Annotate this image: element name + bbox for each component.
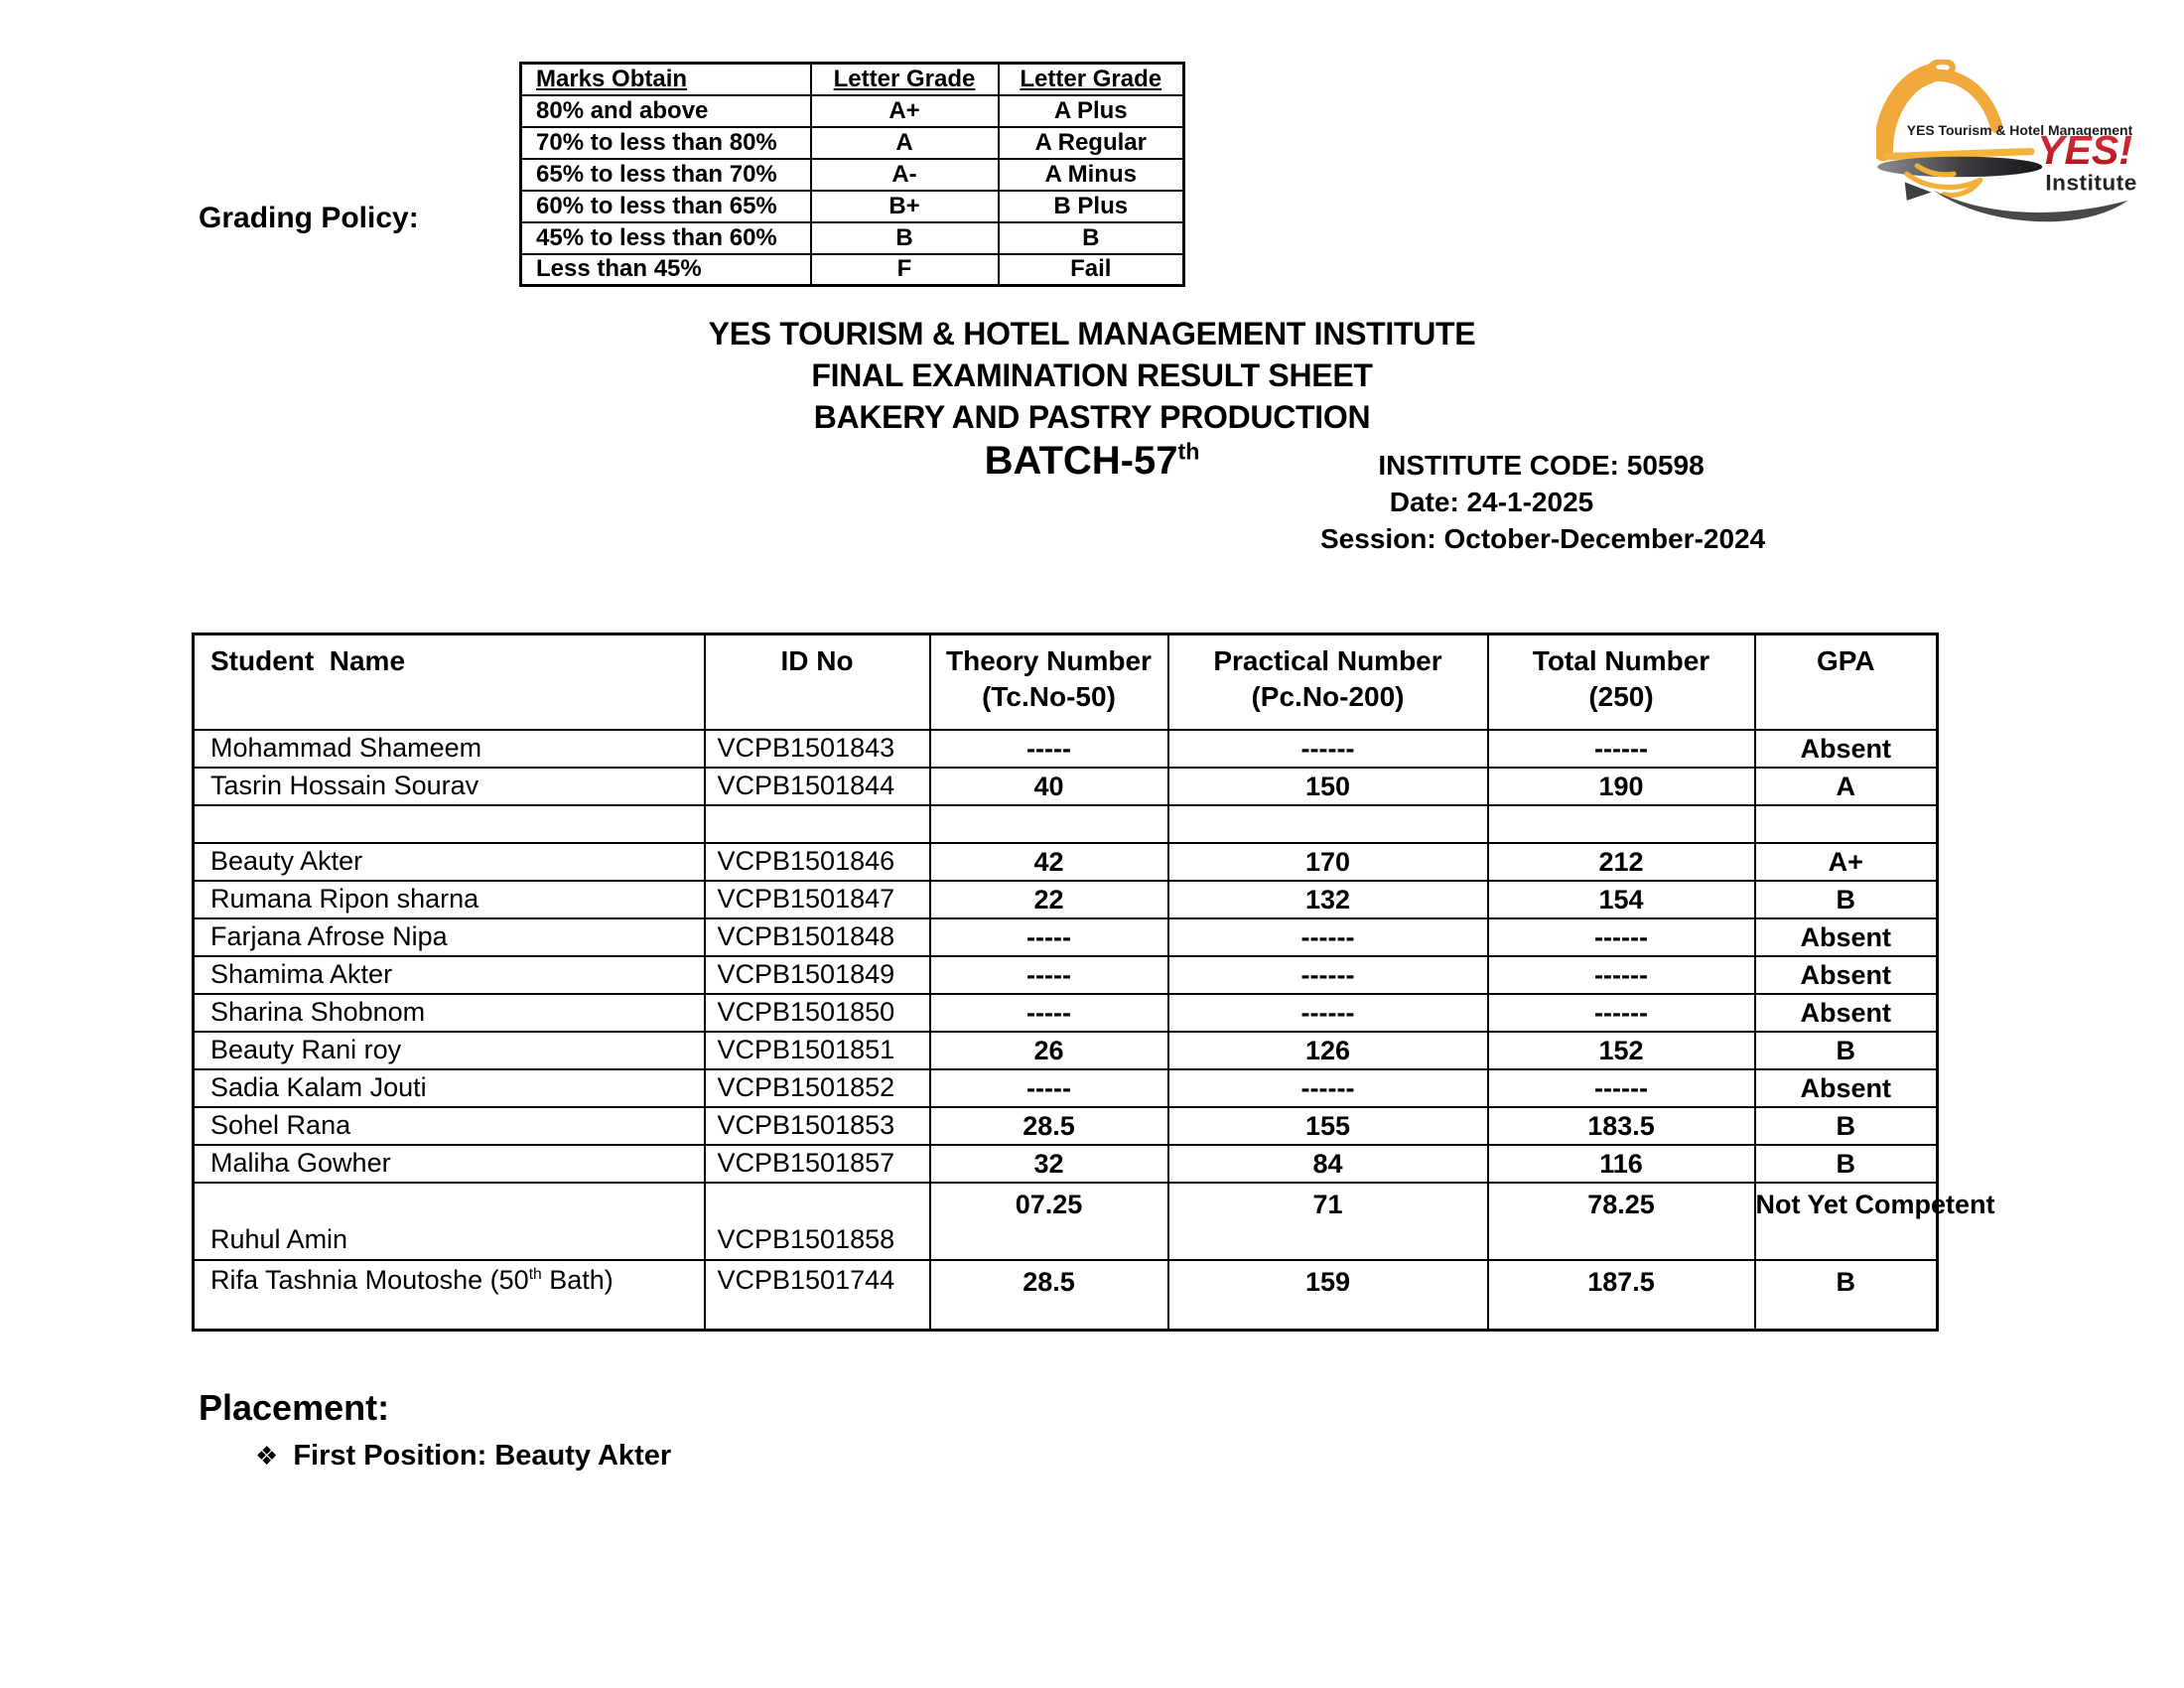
table-row [194, 1107, 1938, 1145]
grading-header-row [521, 64, 1184, 95]
practical-marks-cell: 150 [1168, 768, 1488, 805]
theory-marks-cell [930, 805, 1168, 843]
grading-letter: A [811, 127, 999, 159]
exam-date: Date: 24-1-2025 [1389, 487, 1594, 517]
table-row [194, 768, 1938, 805]
placement-section [199, 1386, 671, 1474]
batch-ordinal-sup: th [528, 1265, 542, 1283]
grading-letter: F [811, 254, 999, 286]
gpa-cell [1755, 805, 1938, 843]
cloche-dome-arc-icon [1922, 75, 1996, 127]
grading-policy-label: Grading Policy: [199, 202, 419, 234]
total-marks-cell: 154 [1488, 881, 1755, 918]
gpa-cell: B [1755, 1032, 1938, 1069]
institute-title: YES TOURISM & HOTEL MANAGEMENT INSTITUTE [708, 316, 1476, 352]
document-title-block [0, 313, 2184, 484]
grading-row [521, 191, 1184, 222]
placement-heading: Placement: [199, 1387, 390, 1428]
grading-meaning: B Plus [999, 191, 1184, 222]
gpa-cell: Absent [1755, 956, 1938, 994]
student-id-cell: VCPB1501744 [705, 1260, 930, 1331]
table-row [194, 1260, 1938, 1331]
table-row [194, 1145, 1938, 1183]
grading-letter: B [811, 222, 999, 254]
results-table [192, 633, 1995, 1332]
sheet-title: FINAL EXAMINATION RESULT SHEET [811, 357, 1373, 393]
table-row [194, 843, 1938, 881]
theory-marks-cell: ----- [930, 994, 1168, 1032]
student-id-cell: VCPB1501850 [705, 994, 930, 1032]
theory-marks-cell: 40 [930, 768, 1168, 805]
gpa-cell: A+ [1755, 843, 1938, 881]
student-id-cell: VCPB1501853 [705, 1107, 930, 1145]
practical-marks-cell: 159 [1168, 1260, 1488, 1331]
column-header-total: Total Number (250) [1488, 634, 1755, 730]
table-row [194, 730, 1938, 768]
student-id-cell: VCPB1501851 [705, 1032, 930, 1069]
student-id-cell: VCPB1501848 [705, 918, 930, 956]
table-row [194, 994, 1938, 1032]
total-marks-cell: 187.5 [1488, 1260, 1755, 1331]
plate-icon [1877, 157, 2042, 178]
gpa-cell: Absent [1755, 994, 1938, 1032]
table-row [194, 881, 1938, 918]
practical-marks-cell: 132 [1168, 881, 1488, 918]
table-row [194, 956, 1938, 994]
total-marks-cell: 212 [1488, 843, 1755, 881]
logo-sub: Institute [2045, 170, 2137, 196]
table-row [194, 1069, 1938, 1107]
gpa-cell: A [1755, 768, 1938, 805]
student-name-cell: Ruhul Amin [194, 1183, 705, 1260]
total-marks-cell: 78.25 [1488, 1183, 1755, 1260]
exam-meta-block [1320, 447, 1766, 557]
grading-row [521, 159, 1184, 191]
grading-letter: A+ [811, 95, 999, 127]
theory-marks-cell: ----- [930, 918, 1168, 956]
theory-marks-cell: 07.25 [930, 1183, 1168, 1260]
grading-row [521, 222, 1184, 254]
grading-row [521, 254, 1184, 286]
total-marks-cell: 152 [1488, 1032, 1755, 1069]
student-id-cell: VCPB1501846 [705, 843, 930, 881]
student-name-cell [194, 805, 705, 843]
theory-marks-cell: 28.5 [930, 1107, 1168, 1145]
gpa-cell: Absent [1755, 1069, 1938, 1107]
exam-session: Session: October-December-2024 [1320, 523, 1766, 554]
student-id-cell: VCPB1501849 [705, 956, 930, 994]
grading-range: 65% to less than 70% [521, 159, 811, 191]
column-header-student-name: Student Name [194, 634, 705, 730]
grading-row [521, 95, 1184, 127]
diamond-bullet-icon: ❖ [255, 1441, 279, 1471]
grading-meaning: Fail [999, 254, 1184, 286]
student-id-cell: VCPB1501857 [705, 1145, 930, 1183]
student-id-cell: VCPB1501843 [705, 730, 930, 768]
practical-marks-cell: 71 [1168, 1183, 1488, 1260]
practical-marks-cell: 155 [1168, 1107, 1488, 1145]
student-id-cell [705, 805, 930, 843]
student-name-cell: Rumana Ripon sharna [194, 881, 705, 918]
theory-marks-cell: 32 [930, 1145, 1168, 1183]
table-row-empty [194, 805, 1938, 843]
grading-meaning: A Minus [999, 159, 1184, 191]
student-name-cell: Maliha Gowher [194, 1145, 705, 1183]
total-marks-cell [1488, 805, 1755, 843]
practical-marks-cell: ------ [1168, 918, 1488, 956]
column-header-theory: Theory Number (Tc.No-50) [930, 634, 1168, 730]
practical-marks-cell: 126 [1168, 1032, 1488, 1069]
table-row [194, 1032, 1938, 1069]
gpa-cell: Not Yet Competent [1755, 1183, 1938, 1260]
gpa-cell: B [1755, 1107, 1938, 1145]
student-name-cell: Sohel Rana [194, 1107, 705, 1145]
cloche-dome-icon [1883, 74, 1929, 152]
student-name-cell: Farjana Afrose Nipa [194, 918, 705, 956]
cloche-rim-icon [1886, 152, 2031, 157]
student-id-cell: VCPB1501852 [705, 1069, 930, 1107]
total-marks-cell: ------ [1488, 1069, 1755, 1107]
student-name-cell: Rifa Tashnia Moutoshe (50th Bath) [194, 1260, 705, 1331]
gpa-cell: Absent [1755, 730, 1938, 768]
student-name-cell: Shamima Akter [194, 956, 705, 994]
institute-logo [1876, 60, 2146, 238]
column-header-gpa: GPA [1755, 634, 1938, 730]
grading-range: 45% to less than 60% [521, 222, 811, 254]
grading-header-letter-2: Letter Grade [999, 64, 1184, 95]
column-header-id: ID No [705, 634, 930, 730]
theory-marks-cell: ----- [930, 1069, 1168, 1107]
student-name-cell: Tasrin Hossain Sourav [194, 768, 705, 805]
cloche-handle-icon [1927, 60, 1954, 78]
grading-header-letter: Letter Grade [811, 64, 999, 95]
grading-range: 60% to less than 65% [521, 191, 811, 222]
grading-letter: A- [811, 159, 999, 191]
practical-marks-cell: 170 [1168, 843, 1488, 881]
total-marks-cell: ------ [1488, 730, 1755, 768]
grading-letter: B+ [811, 191, 999, 222]
theory-marks-cell: 26 [930, 1032, 1168, 1069]
total-marks-cell: 116 [1488, 1145, 1755, 1183]
table-row [194, 1183, 1938, 1260]
logo-name: YES! [2037, 126, 2132, 173]
total-marks-cell: ------ [1488, 994, 1755, 1032]
placement-item-text: First Position: Beauty Akter [293, 1440, 672, 1472]
total-marks-cell: 183.5 [1488, 1107, 1755, 1145]
theory-marks-cell: ----- [930, 956, 1168, 994]
theory-marks-cell: 28.5 [930, 1260, 1168, 1331]
practical-marks-cell: 84 [1168, 1145, 1488, 1183]
practical-marks-cell: ------ [1168, 1069, 1488, 1107]
theory-marks-cell: ----- [930, 730, 1168, 768]
grading-range: 70% to less than 80% [521, 127, 811, 159]
student-id-cell: VCPB1501847 [705, 881, 930, 918]
total-marks-cell: ------ [1488, 918, 1755, 956]
practical-marks-cell: ------ [1168, 956, 1488, 994]
grading-row [521, 127, 1184, 159]
gpa-cell: B [1755, 1260, 1938, 1331]
student-name-cell: Mohammad Shameem [194, 730, 705, 768]
institute-code: INSTITUTE CODE: 50598 [1378, 450, 1705, 481]
batch-title: BATCH-57th [984, 438, 1200, 483]
student-name-cell: Sharina Shobnom [194, 994, 705, 1032]
grading-meaning: A Regular [999, 127, 1184, 159]
gpa-cell: B [1755, 881, 1938, 918]
student-id-cell: VCPB1501858 [705, 1183, 930, 1260]
grading-range: 80% and above [521, 95, 811, 127]
student-id-cell: VCPB1501844 [705, 768, 930, 805]
column-header-practical: Practical Number (Pc.No-200) [1168, 634, 1488, 730]
student-name-cell: Beauty Rani roy [194, 1032, 705, 1069]
total-marks-cell: 190 [1488, 768, 1755, 805]
grading-header-marks: Marks Obtain [521, 64, 811, 95]
grading-meaning: A Plus [999, 95, 1184, 127]
results-header-row [194, 634, 1938, 730]
logo-brand-line: YES Tourism & Hotel Management [1906, 122, 2133, 139]
gpa-cell: Absent [1755, 918, 1938, 956]
gpa-cell: B [1755, 1145, 1938, 1183]
grading-meaning: B [999, 222, 1184, 254]
placement-item [199, 1438, 671, 1474]
theory-marks-cell: 42 [930, 843, 1168, 881]
practical-marks-cell: ------ [1168, 994, 1488, 1032]
grading-policy-table [519, 62, 1185, 287]
theory-marks-cell: 22 [930, 881, 1168, 918]
batch-ordinal-sup: th [1177, 438, 1200, 465]
practical-marks-cell: ------ [1168, 730, 1488, 768]
total-marks-cell: ------ [1488, 956, 1755, 994]
student-name-cell: Sadia Kalam Jouti [194, 1069, 705, 1107]
practical-marks-cell [1168, 805, 1488, 843]
grading-range: Less than 45% [521, 254, 811, 286]
student-name-cell: Beauty Akter [194, 843, 705, 881]
table-row [194, 918, 1938, 956]
course-title: BAKERY AND PASTRY PRODUCTION [813, 399, 1371, 435]
